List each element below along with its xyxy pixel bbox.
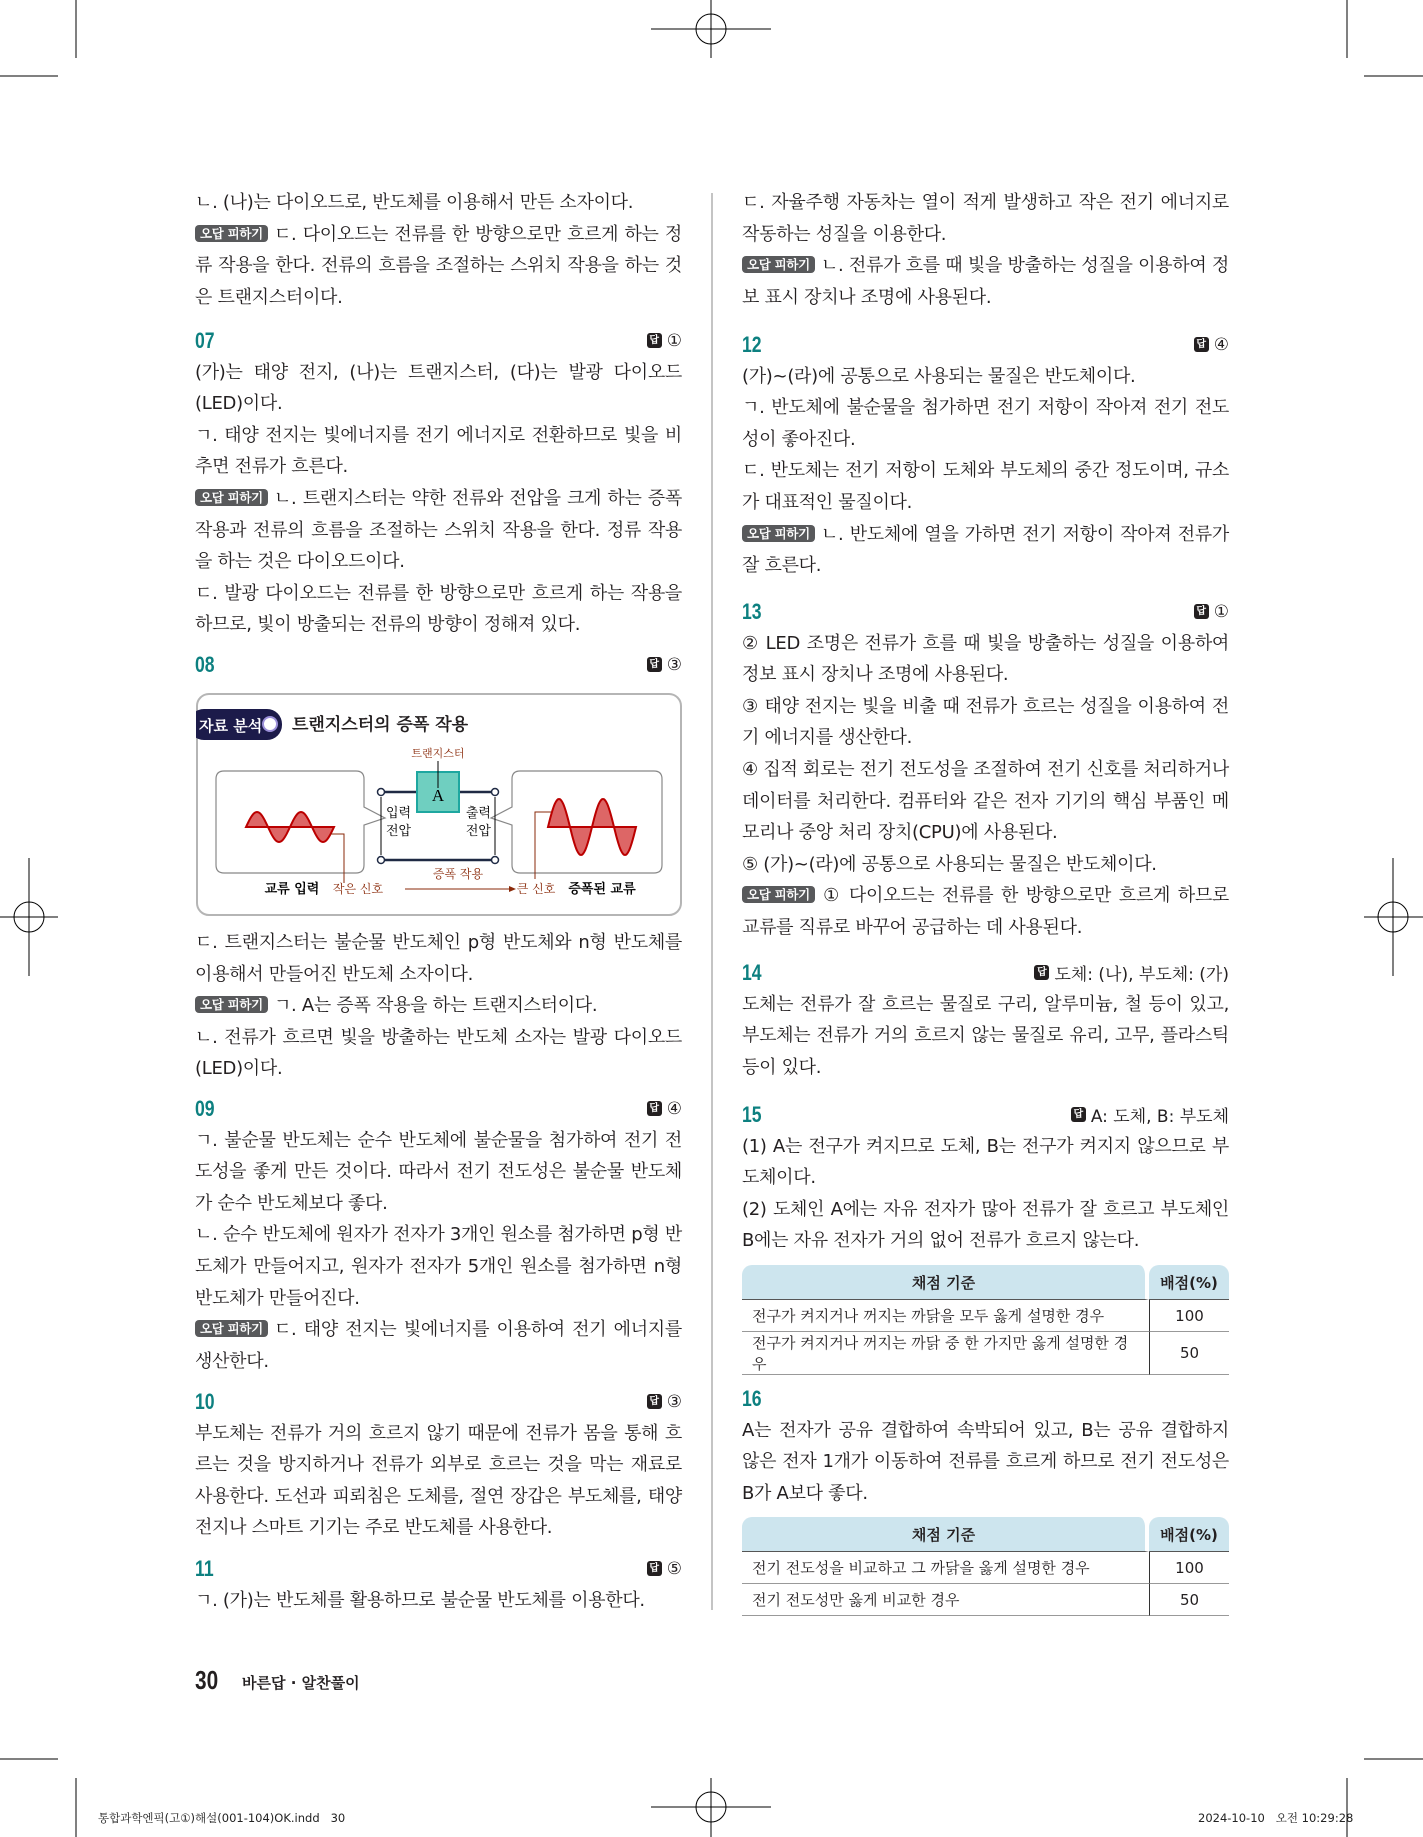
question-number: 10 [195,1388,215,1414]
print-slug-timestamp: 2024-10-10 오전 10:29:28 [1198,1811,1354,1825]
paragraph: 오답 피하기 ① 다이오드는 전류를 한 방향으로만 흐르게 하므로 교류를 직류로 바꾸어 공급하는 데 사용된다. [742,885,1229,938]
answer-icon: 답 [647,657,662,672]
scoring-table-15 [742,1265,1229,1375]
paragraph: 도체는 전류가 잘 흐르는 물질로 구리, 알루미늄, 철 등이 있고, 부도체는 전류가 거의 흐르지 않는 물질로 유리, 고무, 플라스틱 등이 있다. [742,993,1229,1078]
wrong-answer-badge: 오답 피하기 [742,886,815,903]
paragraph: ㄷ. 자율주행 자동차는 열이 적게 발생하고 작은 전기 에너지로 작동하는 성질을 이용한다. [742,192,1229,245]
magnifier-icon [263,717,277,731]
question-number: 13 [742,598,762,624]
paragraph: ⑤ (가)~(라)에 공통으로 사용되는 물질은 반도체이다. [742,853,1157,875]
figure-title: 트랜지스터의 증폭 작용 [292,715,469,735]
wrong-answer-badge: 오답 피하기 [742,525,815,542]
paragraph: ㄷ. 반도체는 전기 저항이 도체와 부도체의 중간 정도이며, 규소가 대표적인 물질이다. [742,460,1229,513]
continued-explanation [742,187,1229,313]
answer: 답 ④ [1194,335,1229,355]
svg-text:전압: 전압 [386,824,412,839]
answer: 답 A: 도체, B: 부도체 [1071,1102,1229,1127]
question-12 [742,329,1229,582]
svg-text:A: A [431,786,445,805]
paragraph: (1) A는 전구가 켜지므로 도체, B는 전구가 켜지지 않으므로 부도체이다. [742,1135,1229,1189]
question-number: 14 [742,959,762,985]
wrong-answer-badge: 오답 피하기 [195,996,268,1013]
table-row: 전구가 켜지거나 꺼지는 까닭 중 한 가지만 옳게 설명한 경우 50 [742,1332,1229,1375]
paragraph: 오답 피하기 ㄷ. 태양 전지는 빛에너지를 이용하여 전기 에너지를 생산한다. [195,1319,682,1372]
answer: 답 ③ [647,1392,682,1412]
answer: 답 ④ [647,1099,682,1119]
paragraph: 오답 피하기 ㄴ. 전류가 흐를 때 빛을 방출하는 성질을 이용하여 정보 표시 장치나 조명에 사용된다. [742,255,1229,308]
paragraph: ㄱ. 불순물 반도체는 순수 반도체에 불순물을 첨가하여 전기 전도성을 좋게 만든 것이다. 따라서 전기 전도성은 불순물 반도체가 순수 반도체보다 좋다. [195,1129,682,1214]
svg-text:큰 신호: 큰 신호 [516,882,556,896]
answer: 답 ⑤ [647,1559,682,1579]
paragraph: ㄴ. 순수 반도체에 원자가 전자가 3개인 원소를 첨가하면 p형 반도체가 만들어지고, 원자가 전자가 5개인 원소를 첨가하면 n형 반도체가 만들어진다. [195,1224,682,1309]
answer-icon: 답 [647,1561,662,1576]
registration-mark-left [0,858,58,976]
wrong-answer-badge: 오답 피하기 [742,256,815,273]
question-16 [742,1383,1229,1509]
question-number: 07 [195,327,215,353]
question-13 [742,596,1229,944]
column-header: 배점(%) [1149,1265,1229,1300]
question-14 [742,957,1229,1083]
paragraph: ㄱ. (가)는 반도체를 활용하므로 불순물 반도체를 이용한다. [195,1589,645,1611]
answer-icon: 답 [1194,604,1209,619]
paragraph: ㄷ. 발광 다이오드는 전류를 한 방향으로만 흐르게 하는 작용을 하므로, 빛이 방출되는 전류의 방향이 정해져 있다. [195,582,682,636]
print-slug-filename: 통합과학엔픽(고①)해설(001-104)OK.indd 30 [98,1811,346,1825]
question-number: 12 [742,331,762,357]
question-07 [195,325,682,641]
paragraph: ㄴ. (나)는 다이오드로, 반도체를 이용해서 만든 소자이다. [195,192,634,213]
question-number: 11 [195,1555,214,1581]
question-09 [195,1093,682,1377]
paragraph: (가)는 태양 전지, (나)는 트랜지스터, (다)는 발광 다이오드(LED)이다. [195,361,682,415]
question-number: 16 [742,1385,762,1411]
svg-text:트랜지스터: 트랜지스터 [411,747,465,760]
transistor-amplification-figure [196,693,682,916]
question-08-explanation [195,927,682,1085]
registration-mark-top [651,0,771,58]
table-row: 전기 전도성만 옳게 비교한 경우 50 [742,1584,1229,1616]
scoring-table-16 [742,1517,1229,1616]
question-15 [742,1099,1229,1257]
answer: 답 도체: (나), 부도체: (가) [1034,960,1229,985]
continued-explanation [195,187,682,313]
paragraph: (2) 도체인 A에는 자유 전자가 많아 전류가 잘 흐르고 부도체인 B에는 자유 전자가 거의 없어 전류가 흐르지 않는다. [742,1198,1229,1252]
question-number: 08 [195,651,215,677]
paragraph: ③ 태양 전지는 빛을 비출 때 전류가 흐르는 성질을 이용하여 전기 에너지를 생산한다. [742,695,1229,749]
svg-text:증폭된 교류: 증폭된 교류 [568,882,636,897]
table-row: 전기 전도성을 비교하고 그 까닭을 옳게 설명한 경우 100 [742,1552,1229,1584]
paragraph: A는 전자가 공유 결합하여 속박되어 있고, B는 공유 결합하지 않은 전자 1개가 이동하여 전류를 흐르게 하므로 전기 전도성은 B가 A보다 좋다. [742,1419,1229,1504]
registration-mark-right [1364,858,1423,976]
answer: 답 ③ [647,655,682,675]
paragraph: ㄷ. 트랜지스터는 불순물 반도체인 p형 반도체와 n형 반도체를 이용해서 만들어진 반도체 소자이다. [195,932,682,985]
table-row: 전구가 켜지거나 꺼지는 까닭을 모두 옳게 설명한 경우 100 [742,1300,1229,1332]
paragraph: 오답 피하기 ㄴ. 반도체에 열을 가하면 전기 저항이 작아져 전류가 잘 흐른다. [742,523,1229,577]
answer-icon: 답 [647,1394,662,1409]
paragraph: (가)~(라)에 공통으로 사용되는 물질은 반도체이다. [742,365,1136,387]
wrong-answer-badge: 오답 피하기 [195,489,268,506]
question-11 [195,1553,682,1616]
answer-icon: 답 [647,333,662,348]
paragraph: ㄴ. 전류가 흐르면 빛을 방출하는 반도체 소자는 발광 다이오드(LED)이다. [195,1026,682,1080]
wrong-answer-badge: 오답 피하기 [195,225,268,242]
question-08 [195,649,682,681]
paragraph: 오답 피하기 ㄱ. A는 증폭 작용을 하는 트랜지스터이다. [195,990,682,1022]
answer-icon: 답 [1194,337,1209,352]
paragraph: 오답 피하기 ㄴ. 트랜지스터는 약한 전류와 전압을 크게 하는 증폭 작용과 전류의 흐름을 조절하는 스위치 작용을 한다. 정류 작용을 하는 것은 다이오드이다. [195,487,682,573]
paragraph: ② LED 조명은 전류가 흐를 때 빛을 방출하는 성질을 이용하여 정보 표시 장치나 조명에 사용된다. [742,632,1229,686]
paragraph: ㄱ. 반도체에 불순물을 첨가하면 전기 저항이 작아져 전기 전도성이 좋아진다. [742,397,1229,450]
question-number: 15 [742,1101,762,1127]
svg-text:전압: 전압 [465,824,491,839]
paragraph: 부도체는 전류가 거의 흐르지 않기 때문에 전류가 몸을 통해 흐르는 것을 방지하거나 전류가 외부로 흐르는 것을 막는 재료로 사용한다. 도선과 피뢰침은 도체를, 절연 장갑은 부도체를, 태양 전지나 스마트 기기는 주로 반도체를 사용한다. [195,1422,682,1539]
answer-icon: 답 [1071,1107,1086,1122]
svg-text:교류 입력: 교류 입력 [264,882,320,897]
question-number: 09 [195,1095,215,1121]
paragraph: ④ 집적 회로는 전기 전도성을 조절하여 전기 신호를 처리하거나 데이터를 처리한다. 컴퓨터와 같은 전자 기기의 핵심 부품인 메모리나 중앙 처리 장치(CPU)에 사용된다. [742,758,1229,844]
question-10 [195,1386,682,1544]
page-number: 30 [195,1665,219,1695]
answer: 답 ① [647,331,682,351]
svg-text:작은 신호: 작은 신호 [332,882,384,896]
registration-mark-bottom [651,1778,771,1837]
svg-text:증폭 작용: 증폭 작용 [432,867,484,881]
answer: 답 ① [1194,602,1229,622]
paragraph: ㄱ. 태양 전지는 빛에너지를 전기 에너지로 전환하므로 빛을 비추면 전류가 흐른다. [195,424,682,478]
column-header: 채점 기준 [742,1265,1149,1300]
footer-label: 바른답 · 알찬풀이 [242,1674,360,1692]
svg-text:입력: 입력 [386,806,412,821]
wrong-answer-badge: 오답 피하기 [195,1320,268,1337]
svg-text:자료 분석: 자료 분석 [199,717,263,735]
column-header: 채점 기준 [742,1517,1149,1552]
column-header: 배점(%) [1149,1517,1229,1552]
answer-icon: 답 [1034,965,1049,980]
paragraph: 오답 피하기 ㄷ. 다이오드는 전류를 한 방향으로만 흐르게 하는 정류 작용을 한다. 전류의 흐름을 조절하는 스위치 작용을 하는 것은 트랜지스터이다. [195,223,682,308]
svg-text:출력: 출력 [465,806,491,821]
answer-icon: 답 [647,1101,662,1116]
